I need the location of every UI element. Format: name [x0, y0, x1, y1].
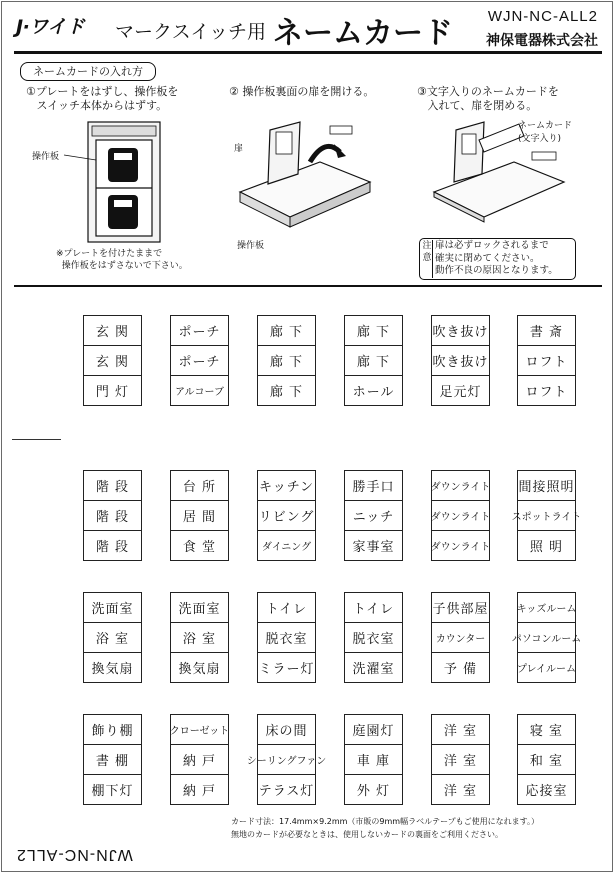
card-label: 廊 下: [258, 345, 315, 375]
name-card: [517, 315, 576, 406]
name-card: [170, 592, 229, 683]
card-label: 玄 関: [95, 325, 130, 340]
card-label: 飾り棚: [91, 724, 134, 739]
card-label: ダウンライト: [430, 482, 491, 493]
card-label: 浴 室: [84, 622, 141, 652]
card-label: 棚下灯: [84, 774, 141, 804]
card-label: 食 堂: [171, 530, 228, 560]
card-label: 玄 関: [84, 345, 141, 375]
card-label: 吹き抜け: [432, 325, 489, 340]
card-label: 寝 室: [529, 724, 564, 739]
card-label: ダウンライト: [432, 530, 489, 560]
name-card: [517, 714, 576, 805]
card-label: スポットライト: [518, 500, 575, 530]
card-label: 台 所: [182, 480, 217, 495]
card-label: 和 室: [518, 744, 575, 774]
card-label: 廊 下: [356, 325, 391, 340]
label-operating-panel: 操作板: [32, 152, 60, 162]
blank-card-note: 無地のカードが必要なときは、使用しないカードの裏面をご利用ください。: [231, 830, 503, 839]
card-label: 書 棚: [84, 744, 141, 774]
card-label: 換気扇: [84, 652, 141, 682]
card-label: 階 段: [95, 480, 130, 495]
step-3-text: ③文字入りのネームカードを 入れて、扉を閉める。: [417, 85, 559, 112]
panel-back-door-open-illustration: [230, 122, 380, 232]
card-label: ロフト: [518, 345, 575, 375]
card-label: 外 灯: [345, 774, 402, 804]
card-label: 洗面室: [91, 602, 134, 617]
card-label: 書 斎: [529, 325, 564, 340]
card-label: 床の間: [265, 724, 308, 739]
card-label: キッズルーム: [516, 604, 577, 615]
name-card-sheet: [1, 1, 613, 872]
card-label: 納 戸: [171, 774, 228, 804]
sheet-subtitle: マークスイッチ用: [115, 21, 267, 43]
card-size-note: カード寸法：17.4mm×9.2mm（市販の9mm幅ラベルテープもご使用になれます。）: [231, 817, 540, 826]
switch-plate-illustration: [86, 120, 166, 248]
card-label: 廊 下: [345, 345, 402, 375]
card-label: 車 庫: [345, 744, 402, 774]
name-card: [344, 592, 403, 683]
name-card: [170, 470, 229, 561]
card-label: 庭園灯: [352, 724, 395, 739]
name-card: [246, 714, 327, 805]
caution-text: 扉は必ずロックされるまで 確実に閉めてください。 動作不良の原因となります。: [435, 240, 558, 276]
name-card: [170, 315, 229, 406]
mirrored-model-number: WJN-NC-ALL2: [16, 846, 133, 863]
card-label: 脱衣室: [258, 622, 315, 652]
card-label: 洋 室: [432, 744, 489, 774]
card-label: 子供部屋: [432, 602, 489, 617]
card-label: 洗面室: [178, 602, 221, 617]
manufacturer-name: 神保電器株式会社: [486, 33, 598, 49]
card-label: 吹き抜け: [432, 345, 489, 375]
name-card: [170, 714, 229, 805]
plate-warning-note: ※プレートを付けたままで 操作板をはずさないで下さい。: [56, 249, 188, 271]
name-card: [344, 714, 403, 805]
label-name-card: ネームカード (文字入り): [518, 121, 573, 144]
card-label: トイレ: [352, 602, 395, 617]
label-leader-line: [64, 152, 98, 162]
name-card: [257, 470, 316, 561]
caution-tag: 注 意: [422, 240, 433, 278]
card-label: 廊 下: [269, 325, 304, 340]
card-label: 洋 室: [443, 724, 478, 739]
name-card: [83, 315, 142, 406]
card-label: 浴 室: [171, 622, 228, 652]
card-label: 予 備: [432, 652, 489, 682]
card-label: シーリングファン: [258, 744, 315, 774]
model-number: WJN-NC-ALL2: [487, 8, 598, 25]
card-label: 階 段: [84, 530, 141, 560]
card-label: 洋 室: [432, 774, 489, 804]
name-card: [431, 592, 490, 683]
card-label: 門 灯: [84, 375, 141, 405]
card-label: テラス灯: [258, 774, 315, 804]
step-2-text: ② 操作板裏面の扉を開ける。: [229, 85, 375, 98]
name-card: [511, 470, 582, 561]
card-label: 足元灯: [432, 375, 489, 405]
name-card: [83, 592, 142, 683]
brand-logo: J·ワイド: [16, 16, 85, 38]
card-label: ロフト: [518, 375, 575, 405]
card-label: 洗濯室: [345, 652, 402, 682]
card-label: パソコンルーム: [518, 622, 575, 652]
name-card: [344, 470, 403, 561]
card-label: トイレ: [265, 602, 308, 617]
card-label: アルコーブ: [171, 375, 228, 405]
caution-box: [419, 238, 576, 280]
card-label: リビング: [258, 500, 315, 530]
label-operating-panel-2: 操作板: [237, 241, 265, 251]
name-card: [344, 315, 403, 406]
card-label: 廊 下: [258, 375, 315, 405]
card-label: 納 戸: [171, 744, 228, 774]
card-label: ニッチ: [345, 500, 402, 530]
card-label: 家事室: [345, 530, 402, 560]
name-card: [83, 714, 142, 805]
name-card: [83, 470, 142, 561]
card-label: ポーチ: [178, 325, 221, 340]
instructions-divider: [14, 285, 602, 287]
card-label: プレイルーム: [518, 652, 575, 682]
card-label: 勝手口: [352, 480, 395, 495]
card-label: ポーチ: [171, 345, 228, 375]
card-label: クローゼット: [169, 726, 230, 737]
card-label: 間接照明: [518, 480, 575, 495]
name-card: [257, 592, 316, 683]
card-label: ホール: [345, 375, 402, 405]
name-card: [431, 470, 490, 561]
card-label: 換気扇: [171, 652, 228, 682]
card-label: カウンター: [432, 622, 489, 652]
name-card: [431, 315, 490, 406]
step-1-text: ①プレートをはずし、操作板を スイッチ本体からはずす。: [26, 85, 179, 112]
card-label: ミラー灯: [258, 652, 315, 682]
name-card: [511, 592, 582, 683]
card-label: 居 間: [171, 500, 228, 530]
cut-guide-line: [12, 439, 61, 440]
instructions-heading: ネームカードの入れ方: [20, 62, 156, 81]
card-label: 階 段: [84, 500, 141, 530]
header-divider: [14, 51, 602, 54]
card-label: 応接室: [518, 774, 575, 804]
label-door: 扉: [234, 144, 244, 154]
card-label: ダウンライト: [432, 500, 489, 530]
name-card: [431, 714, 490, 805]
card-label: 脱衣室: [345, 622, 402, 652]
name-card: [257, 315, 316, 406]
card-label: 照 明: [518, 530, 575, 560]
card-label: ダイニング: [258, 530, 315, 560]
card-label: キッチン: [258, 480, 315, 495]
sheet-title: ネームカード: [273, 16, 453, 51]
